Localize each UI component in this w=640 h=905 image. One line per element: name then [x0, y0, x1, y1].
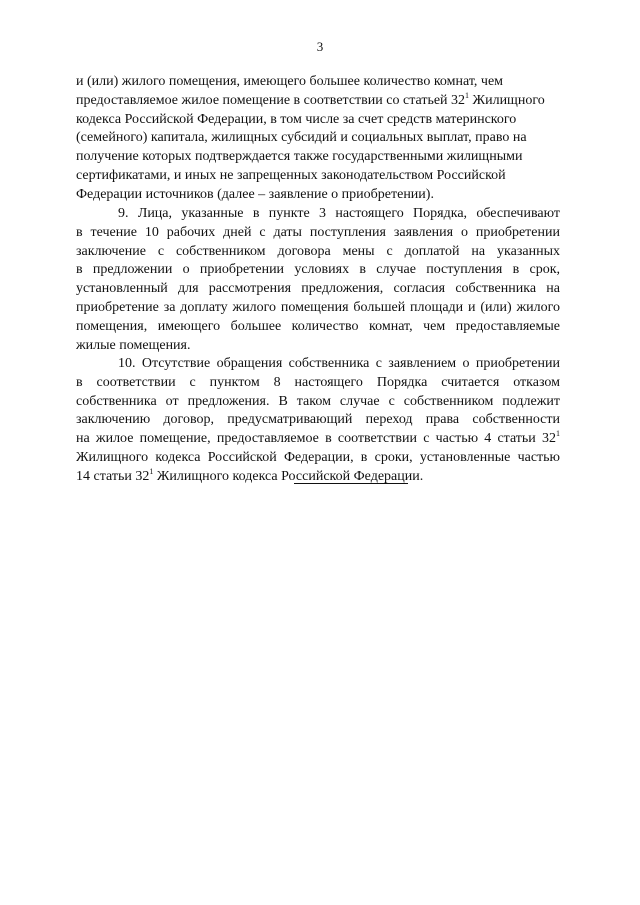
paragraph-8-continued — [76, 73, 560, 205]
text-line: установленный для рассмотрения предложения, согласия собственника на — [76, 281, 560, 297]
text-line — [76, 92, 560, 111]
text-line: в соответствии с пунктом 8 настоящего Порядка считается отказом — [76, 374, 560, 390]
text-line: 10. Отсутствие обращения собственника с заявлением о приобретении — [118, 356, 560, 371]
page-number: 3 — [316, 39, 324, 54]
text-line: кодекса Российской Федерации, в том числе за счет средств материнского — [76, 111, 517, 127]
end-rule — [294, 483, 408, 484]
text-line: 9. Лица, указанные в пункте 3 настоящего Порядка, обеспечивают — [118, 206, 560, 221]
paragraph-10 — [76, 355, 560, 487]
text-line: жилые помещения. — [76, 337, 191, 353]
superscript: 1 — [149, 466, 154, 476]
text-line: в предложении о приобретении условиях в случае поступления в срок, — [76, 262, 560, 278]
text-line — [76, 430, 560, 449]
text-segment: Жилищного — [469, 92, 545, 108]
text-segment: Жилищного кодекса Российской Федерации. — [153, 468, 424, 484]
text-segment: предоставляемое жилое помещение в соответствии со статьей 32 — [76, 92, 466, 108]
text-line: (семейного) капитала, жилищных субсидий и социальных выплат, право на — [76, 130, 527, 146]
text-segment: 14 статьи 32 — [76, 468, 150, 484]
text-line: Федерации источников (далее – заявление о приобретении). — [76, 186, 434, 202]
text-line: приобретение за доплату жилого помещения большей площади и (или) жилого — [76, 299, 560, 315]
text-segment: на жилое помещение, предоставляемое в соответствии с частью 4 статьи 32 — [76, 431, 556, 447]
text-line: Жилищного кодекса Российской Федерации, в сроки, установленные частью — [76, 449, 560, 465]
text-line: получение которых подтверждается также государственными жилищными — [76, 149, 523, 165]
text-line: собственника от предложения. В таком случае с собственником подлежит — [76, 393, 560, 409]
text-line: сертификатами, и иных не запрещенных законодательством Российской — [76, 167, 506, 183]
text-line: помещения, имеющего большее количество комнат, чем предоставляемые — [76, 318, 560, 334]
superscript: 1 — [556, 429, 560, 439]
text-line: заключению договор, предусматривающий переход права собственности — [76, 412, 560, 428]
text-line: в течение 10 рабочих дней с даты поступления заявления о приобретении — [76, 224, 560, 240]
text-line: заключение с собственником договора мены с доплатой на указанных — [76, 243, 560, 259]
superscript: 1 — [465, 90, 470, 100]
text-line: и (или) жилого помещения, имеющего большее количество комнат, чем — [76, 74, 504, 89]
paragraph-9 — [76, 205, 560, 355]
